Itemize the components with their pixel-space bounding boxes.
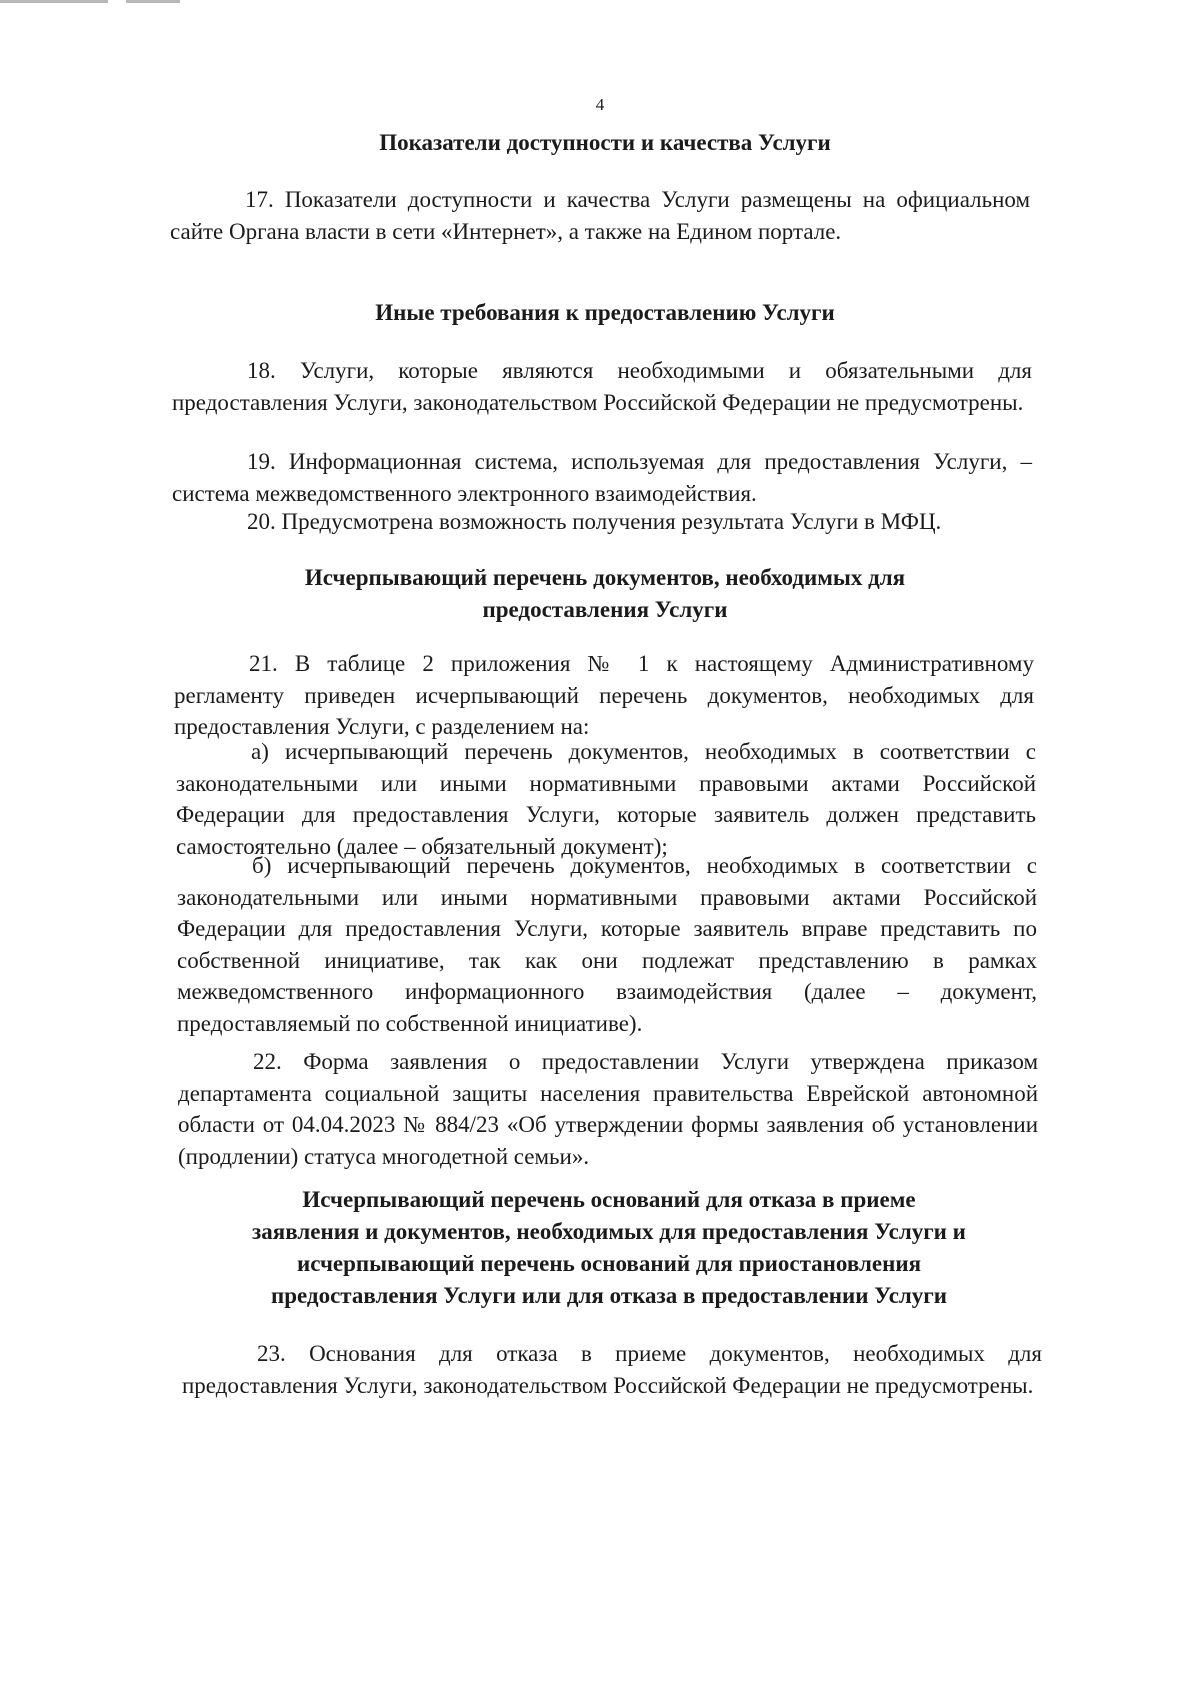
paragraph-17: 17. Показатели доступности и качества Услуги размещены на официальном сайте Органа власти в сети «Интернет», а также на Едином портале. xyxy=(170,187,1030,244)
section-heading-availability: Показатели доступности и качества Услуги xyxy=(379,130,831,155)
page-number: 4 xyxy=(595,95,605,114)
section-heading-documents-list xyxy=(175,562,1035,626)
heading-line: исчерпывающий перечень оснований для приостановления xyxy=(296,1251,922,1276)
heading-line: заявления и документов, необходимых для предоставления Услуги и xyxy=(252,1219,966,1244)
heading-line: Исчерпывающий перечень оснований для отказа в приеме xyxy=(302,1187,916,1212)
paragraph-21-a: а) исчерпывающий перечень документов, необходимых в соответствии с законодательными или иными нормативными правовыми актами Российской Федерации для предоставления Услуги, которые заявитель должен представить самостоятельно (далее – обязательный документ); xyxy=(176,739,1036,859)
heading-line: Исчерпывающий перечень документов, необходимых для xyxy=(304,565,906,590)
paragraph-21-b: б) исчерпывающий перечень документов, необходимых в соответствии с законодательными или иными нормативными правовыми актами Российской Федерации для предоставления Услуги, которые заявитель вправе представить по собственной инициативе, так как они подлежат представлению в рамках межведомственного информационного взаимодействия (далее – документ, предоставляемый по собственной инициативе). xyxy=(177,853,1037,1036)
paragraph-19: 19. Информационная система, используемая для предоставления Услуги, – система межведомственного электронного взаимодействия. xyxy=(172,449,1032,506)
paragraph-23: 23. Основания для отказа в приеме документов, необходимых для предоставления Услуги, законодательством Российской Федерации не предусмотрены. xyxy=(182,1341,1042,1398)
heading-line: предоставления Услуги xyxy=(482,597,728,622)
section-heading-other-requirements: Иные требования к предоставлению Услуги xyxy=(375,300,835,325)
heading-line: предоставления Услуги или для отказа в предоставлении Услуги xyxy=(270,1283,948,1308)
paragraph-21: 21. В таблице 2 приложения № 1 к настоящему Административному регламенту приведен исчерпывающий перечень документов, необходимых для предоставления Услуги, с разделением на: xyxy=(174,651,1034,739)
paragraph-18: 18. Услуги, которые являются необходимыми и обязательными для предоставления Услуги, законодательством Российской Федерации не предусмотрены. xyxy=(172,358,1032,415)
section-heading-refusal-grounds xyxy=(178,1184,1040,1312)
scan-artifact xyxy=(0,0,180,3)
paragraph-22: 22. Форма заявления о предоставлении Услуги утверждена приказом департамента социальной защиты населения правительства Еврейской автономной области от 04.04.2023 № 884/23 «Об утверждении формы заявления об установлении (продлении) статуса многодетной семьи». xyxy=(178,1049,1038,1169)
paragraph-20: 20. Предусмотрена возможность получения результата Услуги в МФЦ. xyxy=(247,509,942,534)
